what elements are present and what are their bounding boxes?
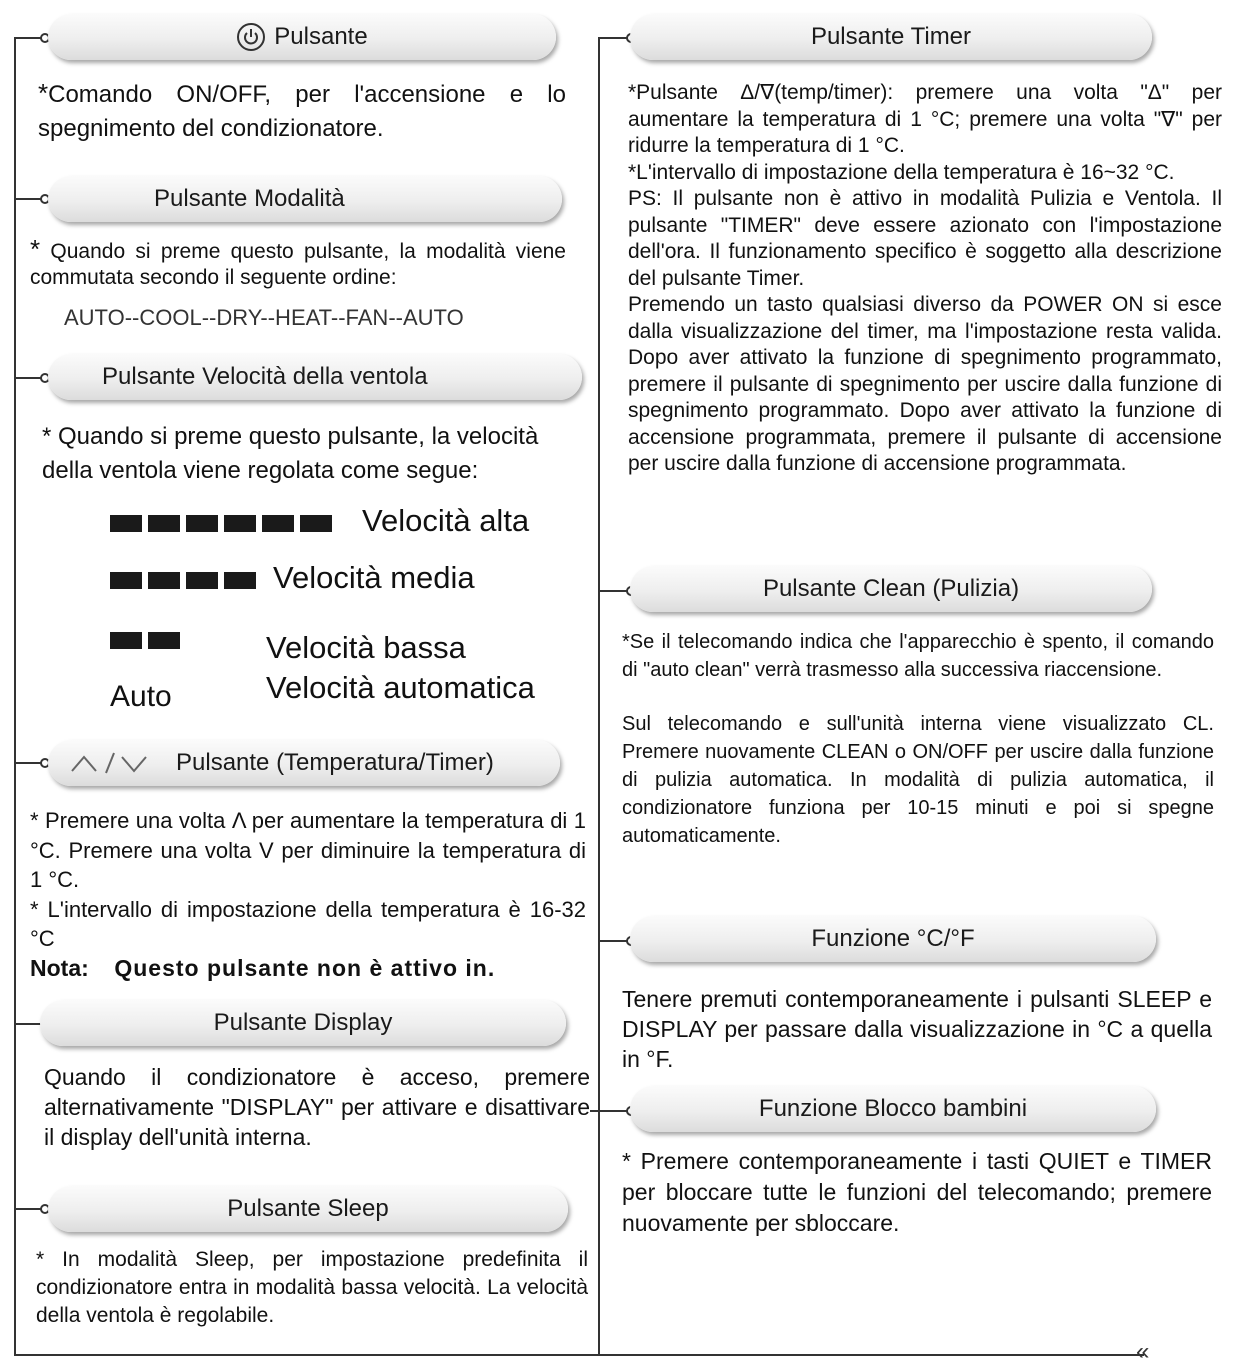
up-down-arrows-icon bbox=[70, 751, 148, 775]
fan-speed-description: * Quando si preme questo pulsante, la velocità della ventola viene regolata come segue: bbox=[42, 423, 539, 484]
display-button-header bbox=[40, 1000, 566, 1046]
speed-low-label: Velocità bassa bbox=[266, 630, 466, 665]
power-description: *Comando ON/OFF, per l'accensione e lo spegnimento del condizionatore. bbox=[38, 78, 566, 142]
child-lock-title: Funzione Blocco bambini bbox=[758, 1095, 1028, 1122]
right-bracket-line bbox=[598, 37, 600, 1355]
mode-button-header bbox=[48, 176, 562, 222]
clean-button-header bbox=[630, 566, 1152, 612]
connector-timer bbox=[598, 37, 628, 39]
timer-button-header bbox=[630, 14, 1152, 60]
temp-timer-description: * Premere una volta Λ per aumentare la temperatura di 1 °C. Premere una volta V per diminuire la temperatura di 1 °C. * L'intervallo di impostazione della temperatura è 16-32 °C Nota: Questo pulsante non è attivo in. bbox=[30, 808, 586, 981]
asterisk-icon: * bbox=[38, 78, 49, 108]
sleep-description: * In modalità Sleep, per impostazione predefinita il condizionatore entra in modalità bassa velocità. La velocità della ventola è regolabile. bbox=[36, 1248, 588, 1327]
celsius-fahrenheit-title: Funzione °C/°F bbox=[811, 925, 975, 952]
speed-auto-code: Auto bbox=[110, 680, 172, 713]
display-button-title: Pulsante Display bbox=[213, 1009, 393, 1036]
mode-description: * Quando si preme questo pulsante, la modalità viene commutata secondo il seguente ordine: bbox=[30, 234, 566, 289]
power-button-header bbox=[48, 14, 556, 60]
bottom-bracket-line bbox=[14, 1354, 1144, 1356]
clean-button-title: Pulsante Clean (Pulizia) bbox=[762, 575, 1020, 602]
connector-clean bbox=[598, 590, 628, 592]
mode-sequence: AUTO--COOL--DRY--HEAT--FAN--AUTO bbox=[64, 305, 464, 330]
sleep-button-header bbox=[48, 1186, 568, 1232]
timer-description: *Pulsante Δ/∇(temp/timer): premere una volta "Δ" per aumentare la temperatura di 1 °C; premere una volta "∇" per ridurre la temperatura di 1 °C. *L'intervallo di impostazione della temperatura è 16~32 °C. PS: Il pulsante non è attivo in modalità Pulizia e Ventola. Il pulsante "TIMER" deve essere azionato con l'impostazione dell'ora. Il funzionamento specifico è soggetto alla descrizione del pulsante Timer. Premendo un tasto qualsiasi diverso da POWER ON si esce dalla visualizzazione del timer, ma l'impostazione resta valida. Dopo aver attivato la funzione di spegnimento programmato, premere il pulsante di spegnimento per uscire dalla funzione di spegnimento programmato. Dopo aver attivato la funzione di accensione programmata, premere il pulsante di accensione per uscire dalla funzione di accensione programmata. bbox=[628, 81, 1222, 475]
left-bracket-line bbox=[14, 37, 16, 1355]
speed-medium-label: Velocità media bbox=[273, 560, 475, 595]
speed-high-label: Velocità alta bbox=[362, 503, 530, 538]
speed-high-bars bbox=[110, 515, 332, 532]
power-button-title: Pulsante bbox=[274, 23, 368, 50]
display-description: Quando il condizionatore è acceso, premere alternativamente "DISPLAY" per attivare e disattivare il display dell'unità interna. bbox=[44, 1064, 590, 1150]
speed-low-bars bbox=[110, 632, 180, 649]
child-lock-header bbox=[630, 1086, 1156, 1132]
asterisk-icon: * bbox=[30, 234, 41, 264]
connector-childlock bbox=[590, 1110, 628, 1112]
clean-description: *Se il telecomando indica che l'apparecchio è spento, il comando di "auto clean" verrà trasmesso alla successiva riaccensione. Sul telecomando e sull'unità interna viene visualizzato CL. Premere nuovamente CLEAN o ON/OFF per uscire dalla funzione di pulizia automatica. In modalità di pulizia automatica, il condizionatore funziona per 10-15 minuti e poi si spegne automaticamente. bbox=[622, 631, 1214, 847]
power-icon bbox=[236, 22, 266, 52]
celsius-fahrenheit-description: Tenere premuti contemporaneamente i pulsanti SLEEP e DISPLAY per passare dalla visualizzazione in °C a quella in °F. bbox=[622, 986, 1212, 1072]
temp-timer-button-title: Pulsante (Temperatura/Timer) bbox=[176, 749, 494, 776]
celsius-fahrenheit-header bbox=[630, 916, 1156, 962]
mode-button-title: Pulsante Modalità bbox=[154, 185, 345, 212]
speed-medium-bars bbox=[110, 572, 256, 589]
child-lock-description: * Premere contemporaneamente i tasti QUIET e TIMER per bloccare tutte le funzioni del telecomando; premere nuovamente per sbloccare. bbox=[622, 1148, 1212, 1236]
timer-button-title: Pulsante Timer bbox=[810, 23, 972, 50]
speed-auto-label: Velocità automatica bbox=[266, 670, 535, 705]
connector-cf bbox=[598, 940, 628, 942]
continuation-mark: « bbox=[1136, 1338, 1150, 1365]
temp-timer-button-header bbox=[48, 740, 560, 786]
sleep-button-title: Pulsante Sleep bbox=[227, 1195, 389, 1222]
fan-speed-button-header bbox=[48, 354, 582, 400]
fan-speed-button-title: Pulsante Velocità della ventola bbox=[102, 363, 428, 390]
